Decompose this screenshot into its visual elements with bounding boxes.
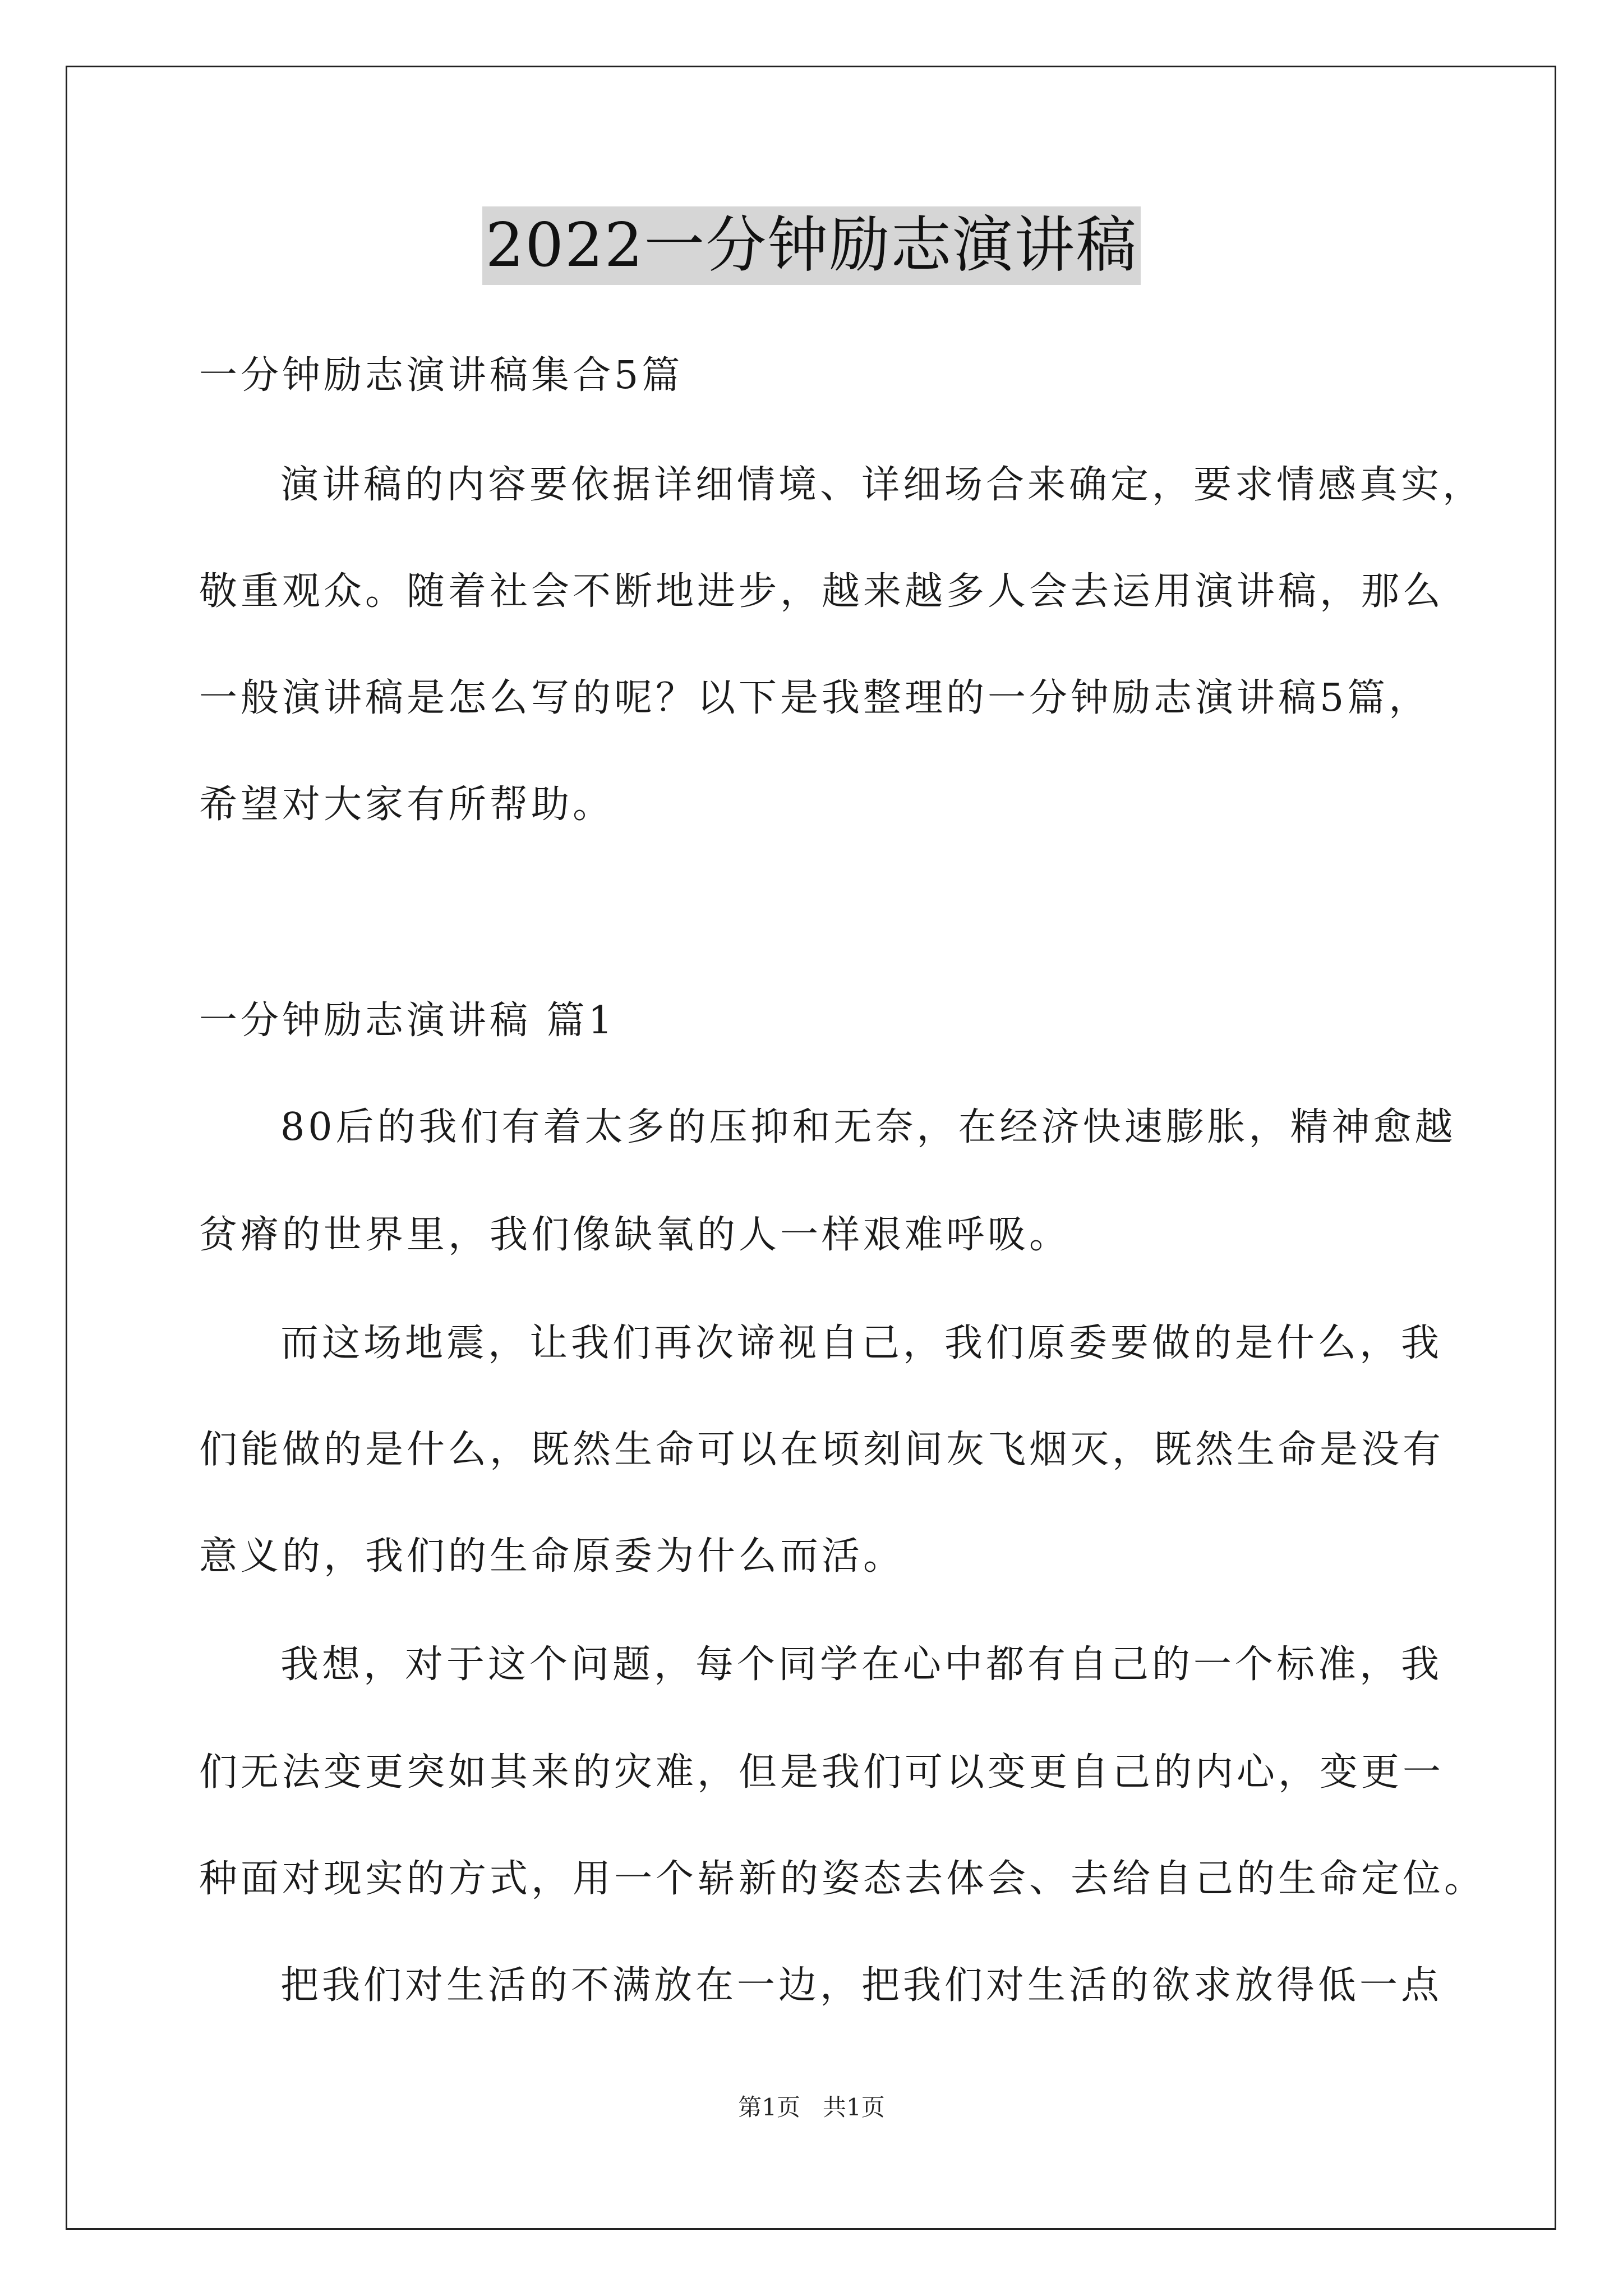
intro-line: 敬重观众。随着社会不断地进步，越来越多人会去运用演讲稿，那么 bbox=[199, 569, 1445, 614]
body-line: 贫瘠的世界里，我们像缺氧的人一样艰难呼吸。 bbox=[199, 1213, 1071, 1257]
body-line: 种面对现实的方式，用一个崭新的姿态去体会、去给自己的生命定位。 bbox=[199, 1857, 1486, 1901]
title-wrapper bbox=[0, 206, 1623, 285]
body-line: 们无法变更突如其来的灾难，但是我们可以变更自己的内心，变更一 bbox=[199, 1750, 1445, 1795]
body-line: 把我们对生活的不满放在一边，把我们对生活的欲求放得低一点 bbox=[280, 1963, 1443, 2008]
body-line: 我想，对于这个问题，每个同学在心中都有自己的一个标准，我 bbox=[280, 1642, 1443, 1687]
page-number-footer: 第1页 共1页 bbox=[738, 2093, 885, 2121]
section-heading: 一分钟励志演讲稿 篇1 bbox=[199, 999, 616, 1043]
body-line: 80后的我们有着太多的压抑和无奈，在经济快速膨胀，精神愈越 bbox=[280, 1105, 1456, 1149]
intro-line: 希望对大家有所帮助。 bbox=[199, 783, 615, 827]
body-line: 们能做的是什么，既然生命可以在顷刻间灰飞烟灭，既然生命是没有 bbox=[199, 1428, 1445, 1472]
body-line: 意义的，我们的生命原委为什么而活。 bbox=[199, 1534, 905, 1579]
body-line: 而这场地震，让我们再次谛视自己，我们原委要做的是什么，我 bbox=[280, 1321, 1443, 1365]
document-title: 2022一分钟励志演讲稿 bbox=[482, 206, 1141, 285]
intro-line: 演讲稿的内容要依据详细情境、详细场合来确定，要求情感真实， bbox=[280, 463, 1484, 507]
document-subtitle: 一分钟励志演讲稿集合5篇 bbox=[199, 353, 684, 398]
intro-line: 一般演讲稿是怎么写的呢？以下是我整理的一分钟励志演讲稿5篇， bbox=[199, 676, 1431, 720]
